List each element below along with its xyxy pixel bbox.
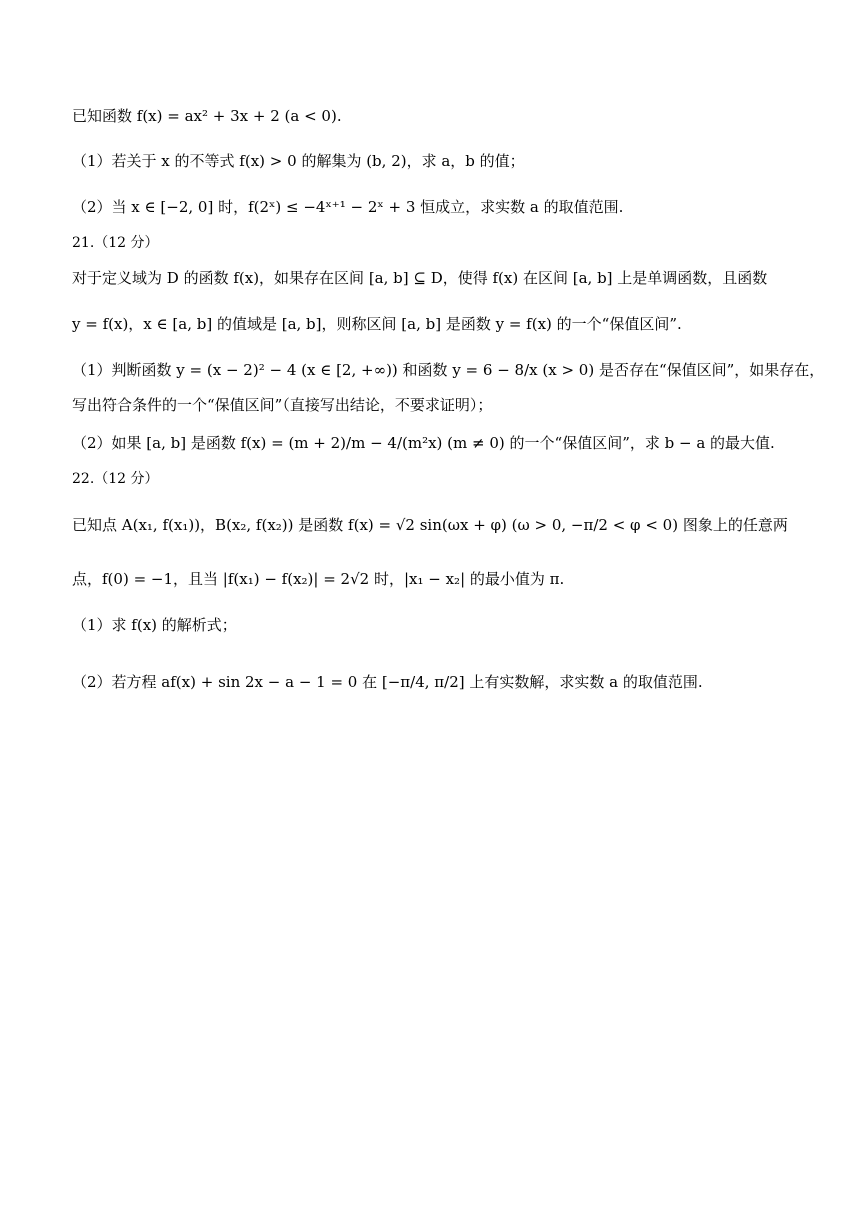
problem-21-part-1-line-1: （1）判断函数 y = (x − 2)² − 4 (x ∈ [2, +∞)) 和函数 y = 6 − 8/x (x > 0) 是否存在“保值区间”，如果存在， (72, 361, 825, 379)
problem-21-part-2: （2）如果 [a, b] 是函数 f(x) = (m + 2)/m − 4/(m²x) (m ≠ 0) 的一个“保值区间”，求 b − a 的最大值. (72, 434, 775, 452)
problem-20-statement: 已知函数 f(x) = ax² + 3x + 2 (a < 0). (72, 107, 342, 125)
problem-21-heading: 21.（12 分） (72, 235, 159, 251)
problem-22-statement-line-2: 点，f(0) = −1，且当 |f(x₁) − f(x₂)| = 2√2 时，|x₁ − x₂| 的最小值为 π. (72, 570, 565, 588)
problem-21-statement-line-2: y = f(x)，x ∈ [a, b] 的值域是 [a, b]，则称区间 [a, b] 是函数 y = f(x) 的一个“保值区间”. (72, 315, 682, 333)
problem-20-part-1: （1）若关于 x 的不等式 f(x) > 0 的解集为 (b, 2)，求 a，b 的值； (72, 152, 525, 170)
problem-22-part-2: （2）若方程 af(x) + sin 2x − a − 1 = 0 在 [−π/4, π/2] 上有实数解，求实数 a 的取值范围. (72, 673, 703, 691)
problem-20-part-2: （2）当 x ∈ [−2, 0] 时，f(2ˣ) ≤ −4ˣ⁺¹ − 2ˣ + 3 恒成立，求实数 a 的取值范围. (72, 198, 624, 216)
problem-21-part-1-line-2: 写出符合条件的一个“保值区间”（直接写出结论，不要求证明）； (72, 396, 493, 414)
problem-22-part-1: （1）求 f(x) 的解析式； (72, 616, 237, 634)
problem-22-statement-line-1: 已知点 A(x₁, f(x₁))，B(x₂, f(x₂)) 是函数 f(x) = √2 sin(ωx + φ) (ω > 0, −π/2 < φ < 0) 图象上的任意两 (72, 516, 788, 534)
problem-22-heading: 22.（12 分） (72, 471, 159, 487)
problem-21-statement-line-1: 对于定义域为 D 的函数 f(x)，如果存在区间 [a, b] ⊆ D，使得 f(x) 在区间 [a, b] 上是单调函数，且函数 (72, 269, 768, 287)
